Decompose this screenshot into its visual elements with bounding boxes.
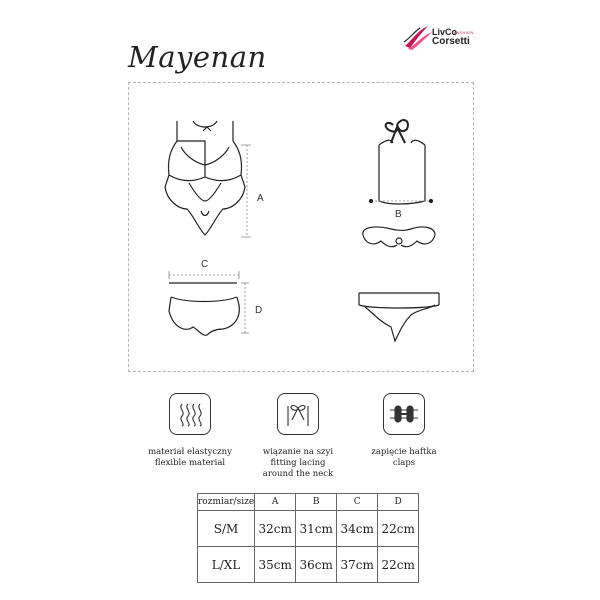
size-cell: 31cm <box>296 511 337 547</box>
dimension-label-d: D <box>255 305 263 316</box>
brand-name-line2: Corsetti <box>432 36 470 47</box>
brand-logo <box>402 22 492 56</box>
dimension-label-b: B <box>395 209 402 220</box>
size-header-label: rozmiar/size <box>198 494 255 511</box>
hook-clasp-icon <box>383 393 425 435</box>
table-row <box>198 511 419 547</box>
elastic-waves-icon <box>169 393 211 435</box>
product-title: Mayenan <box>128 40 267 74</box>
size-header-a: A <box>255 494 296 511</box>
size-table-header <box>198 494 419 511</box>
brand-swirl-icon <box>402 22 434 52</box>
garment-diagram <box>129 83 475 373</box>
dimension-label-c: C <box>201 259 209 270</box>
feature-elastic-pl: materiał elastyczny <box>148 447 232 457</box>
brand-tagline: FASHION <box>454 30 474 35</box>
size-cell: 22cm <box>378 547 419 583</box>
size-cell: 35cm <box>255 547 296 583</box>
size-header-c: C <box>337 494 378 511</box>
size-cell: 34cm <box>337 511 378 547</box>
neck-lacing-icon <box>277 393 319 435</box>
collar-outline <box>363 227 435 247</box>
size-cell: 22cm <box>378 511 419 547</box>
size-cell: 37cm <box>337 547 378 583</box>
feature-lacing-en-1: fitting lacing <box>270 458 326 468</box>
feature-clasp-en: claps <box>392 458 416 468</box>
top-garment-outline <box>165 121 245 235</box>
size-cell: L/XL <box>198 547 255 583</box>
feature-lacing-text <box>238 447 358 480</box>
feature-elastic-text <box>130 447 250 469</box>
size-cell: 32cm <box>255 511 296 547</box>
feature-clasp-pl: zapięcie haftka <box>371 447 437 457</box>
feature-lacing-en-2: around the neck <box>262 469 334 479</box>
size-header-d: D <box>378 494 419 511</box>
size-cell: 36cm <box>296 547 337 583</box>
size-header-b: B <box>296 494 337 511</box>
shorts-outline <box>169 283 239 335</box>
size-table <box>197 493 419 583</box>
diagram-frame <box>128 82 474 372</box>
brand-name-line1: LivCo <box>432 27 458 37</box>
top-back-outline <box>379 120 425 204</box>
garter-outline <box>359 293 439 341</box>
table-row <box>198 547 419 583</box>
size-cell: S/M <box>198 511 255 547</box>
feature-lacing-pl: wiązanie na szyi <box>262 447 334 457</box>
feature-elastic-en: flexible material <box>154 458 226 468</box>
dimension-label-a: A <box>257 193 264 204</box>
feature-clasp-text <box>344 447 464 469</box>
